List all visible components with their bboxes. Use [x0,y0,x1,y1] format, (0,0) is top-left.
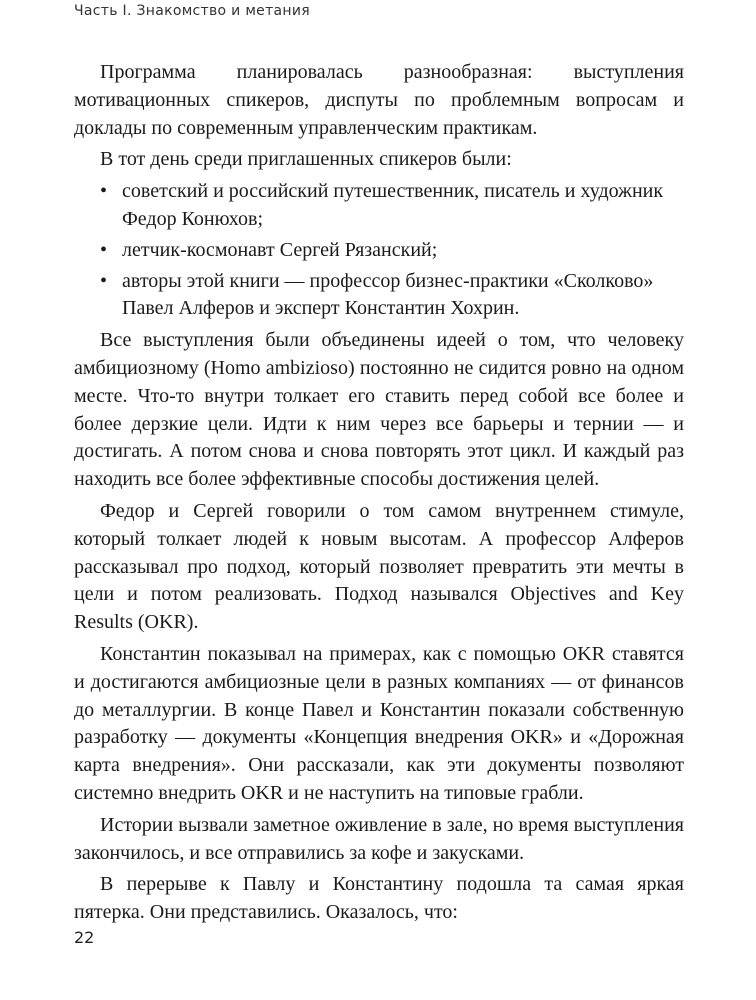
paragraph-speakers-intro: В тот день среди приглашенных спикеров были: [100,148,512,171]
paragraph-okr-examples: Константин показывал на примерах, как с помощью OKR ставятся и достигаются амбициозные цели в разных компаниях — от финансов до металлургии. В конце Павел и Константин показали собственную разработку — документы «Концепция внедрения OKR» и «Дорожная карта внедрения». Они рассказали, как эти документы позволяют системно внедрить OKR и не наступить на типовые грабли. [74,642,684,804]
list-item [74,237,684,265]
bullet-icon: • [100,238,108,261]
list-item-text: летчик-космонавт Сергей Рязанский; [122,238,438,261]
running-header: Часть I. Знакомство и метания [74,3,311,19]
list-item-text: советский и российский путешественник, писатель и художник Федор Конюхов; [122,180,664,230]
bullet-icon: • [100,269,108,292]
list-item-text: авторы этой книги — профессор бизнес-практики «Сколково» Павел Алферов и эксперт Константин Хохрин. [122,269,654,320]
paragraph-coffee-break: Истории вызвали заметное оживление в зале, но время выступления закончилось, и все отправились за кофе и закусками. [74,813,684,864]
page-body [74,59,684,927]
list-item [74,178,684,234]
paragraph-program: Программа планировалась разнообразная: выступления мотивационных спикеров, диспуты по проблемным вопросам и доклады по современным управленческим практикам. [74,61,684,139]
list-item [74,268,684,324]
bullet-icon: • [100,180,108,203]
page-number: 22 [74,928,95,947]
paragraph-homo-ambizioso: Все выступления были объединены идеей о том, что человеку амбициозному (Homo ambizioso) постоянно не сидится ровно на одном месте. Что-то внутри толкает его ставить перед собой все более и более дерзкие цели. Идти к ним через все барьеры и тернии — и достигать. А потом снова и снова повторять этот цикл. И каждый раз находить все более эффективные способы достижения целей. [74,329,684,491]
paragraph-five-visitors: В перерыве к Павлу и Константину подошла та самая яркая пятерка. Они представились. Оказалось, что: [74,873,684,924]
paragraph-okr-approach: Федор и Сергей говорили о том самом внутреннем стимуле, который толкает людей к новым высотам. А профессор Алферов рассказывал про подход, который позволяет превратить эти мечты в цели и потом реализовать. Подход назывался Objectives and Key Results (OKR). [74,499,684,634]
speakers-list [74,178,684,323]
